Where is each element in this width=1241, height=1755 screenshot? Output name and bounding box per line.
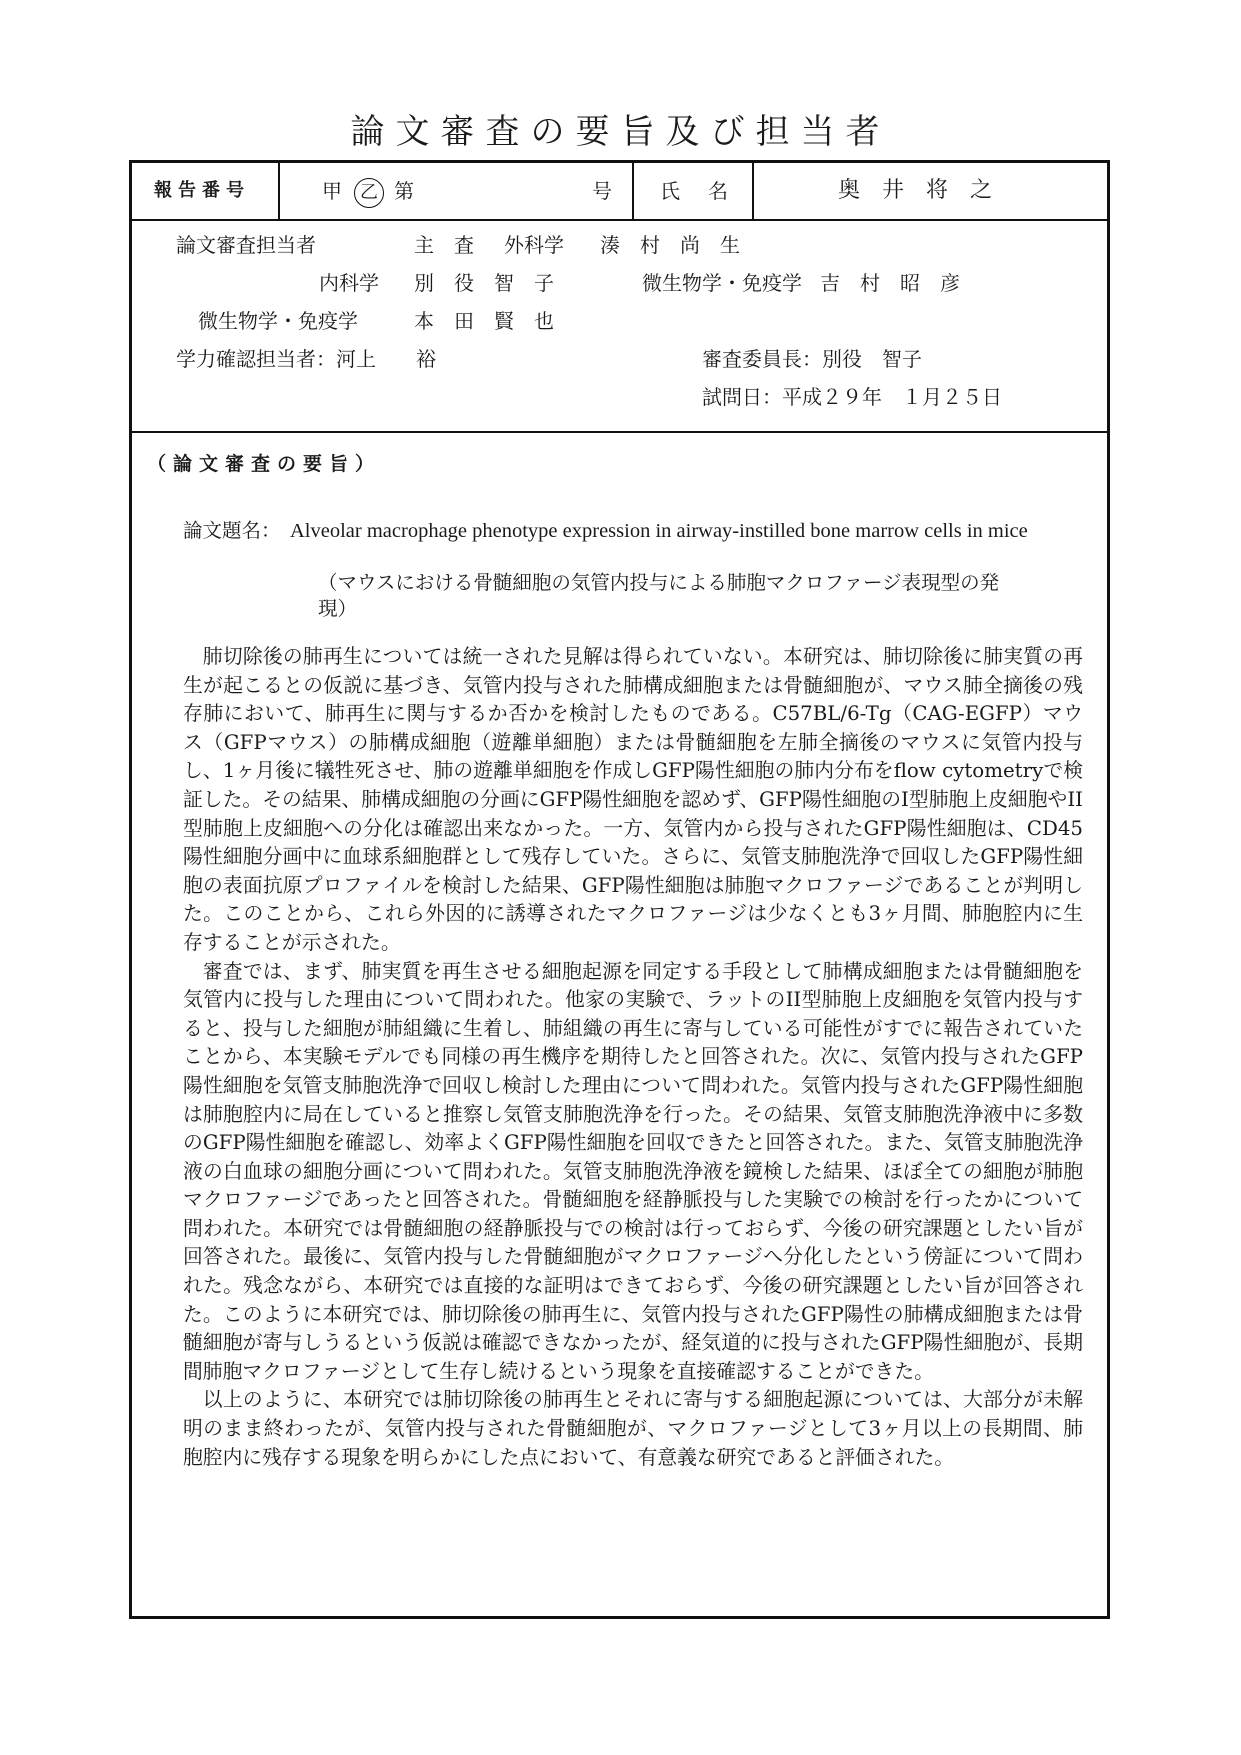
member3-dept: 微生物学・免疫学: [198, 309, 358, 333]
kou-label: 甲: [322, 179, 342, 203]
summary-heading: （論文審査の要旨）: [147, 453, 382, 475]
academic-check: 学力確認担当者：河上 裕: [176, 347, 436, 371]
summary-paragraph-2: 審査では、まず、肺実質を再生させる細胞起源を同定する手段として肺構成細胞または骨髄細胞を気管内に投与した理由について問われた。他家の実験で、ラットのII型肺胞上皮細胞を気管内投与すると、投与した細胞が肺組織に生着し、肺組織の再生に寄与している可能性がすでに報告されていたことから、本実験モデルでも同様の再生機序を期待したと回答された。次に、気管内投与されたGFP陽性細胞を気管支肺胞洗浄で回収し検討した理由について問われた。気管内投与されたGFP陽性細胞は肺胞腔内に局在していると推察し気管支肺胞洗浄を行った。その結果、気管支肺胞洗浄液中に多数のGFP陽性細胞を確認し、効率よくGFP陽性細胞を回収できたと回答された。また、気管支肺胞洗浄液の白血球の細胞分画について問われた。気管支肺胞洗浄液を鏡検した結果、ほぼ全ての細胞が肺胞マクロファージであったと回答された。骨髄細胞を経静脈投与した実験での検討を行ったかについて問われた。本研究では骨髄細胞の経静脈投与での検討は行っておらず、今後の研究課題としたい旨が回答された。最後に、気管内投与した骨髄細胞がマクロファージへ分化したという傍証について問われた。残念ながら、本研究では直接的な証明はできておらず、今後の研究課題としたい旨が回答された。このように本研究では、肺切除後の肺再生に、気管内投与されたGFP陽性の肺構成細胞または骨髄細胞が寄与しうるという仮説は確認できなかったが、経気道的に投与されたGFP陽性細胞が、長期間肺胞マクロファージとして生存し続けるという現象を直接確認することができた。: [183, 959, 1083, 1383]
member2-name: 吉 村 昭 彦: [820, 271, 960, 295]
summary-body: [183, 643, 1083, 1472]
member2-dept: 微生物学・免疫学: [642, 271, 802, 295]
member1-dept: 内科学: [319, 271, 379, 295]
committee-label: 論文審査担当者: [176, 233, 316, 257]
thesis-title-jp: （マウスにおける骨髄細胞の気管内投与による肺胞マクロファージ表現型の発現）: [318, 571, 1000, 620]
report-header-row: [132, 163, 1107, 221]
member1-name: 別 役 智 子: [414, 271, 554, 295]
candidate-name: 奥 井 将 之: [838, 178, 993, 203]
otsu-circled-mark: 乙: [354, 178, 384, 208]
go-label: 号: [592, 179, 612, 203]
name-label-2: 名: [708, 179, 728, 203]
chief-name: 湊 村 尚 生: [600, 233, 740, 257]
page-title: 論文審査の要旨及び担当者: [350, 112, 891, 152]
member3-name: 本 田 賢 也: [414, 309, 554, 333]
summary-paragraph-1: 肺切除後の肺再生については統一された見解は得られていない。本研究は、肺切除後に肺実質の再生が起こるとの仮説に基づき、気管内投与された肺構成細胞または骨髄細胞が、マウス肺全摘後の残存肺において、肺再生に関与するか否かを検討したものである。C57BL/6-Tg（CAG-EGFP）マウス（GFPマウス）の肺構成細胞（遊離単細胞）または骨髄細胞を左肺全摘後のマウスに気管内投与し、1ヶ月後に犠牲死させ、肺の遊離単細胞を作成しGFP陽性細胞の肺内分布をflow cytometryで検証した。その結果、肺構成細胞の分画にGFP陽性細胞を認めず、GFP陽性細胞のI型肺胞上皮細胞やII型肺胞上皮細胞への分化は確認出来なかった。一方、気管内から投与されたGFP陽性細胞は、CD45陽性細胞分画中に血球系細胞群として残存していた。さらに、気管支肺胞洗浄で回収したGFP陽性細胞の表面抗原プロファイルを検討した結果、GFP陽性細胞は肺胞マクロファージであることが判明した。このことから、これら外因的に誘導されたマクロファージは少なくとも3ヶ月間、肺胞腔内に生存することが示された。: [183, 645, 1083, 954]
thesis-label: 論文題名：: [183, 519, 281, 542]
chief-dept: 外科学: [504, 233, 564, 257]
thesis-title-en: Alveolar macrophage phenotype expression in airway-instilled bone marrow cells in mice: [290, 520, 1028, 542]
committee-chair: 審査委員長：別役 智子: [702, 347, 922, 371]
dai-label: 第: [394, 179, 414, 203]
report-number-label: 報告番号: [154, 180, 250, 201]
examiners-section: [132, 221, 1107, 433]
review-form-frame: [129, 160, 1110, 1619]
summary-paragraph-3: 以上のように、本研究では肺切除後の肺再生とそれに寄与する細胞起源については、大部分が未解明のまま終わったが、気管内投与された骨髄細胞が、マクロファージとして3ヶ月以上の長期間、肺胞腔内に残存する現象を明らかにした点において、有意義な研究であると評価された。: [183, 1388, 1083, 1469]
chief-role: 主 査: [414, 233, 474, 257]
exam-date: 試問日：平成２９年 １月２５日: [702, 385, 1002, 409]
name-label-1: 氏: [660, 179, 680, 203]
otsu-circle: [354, 163, 384, 219]
